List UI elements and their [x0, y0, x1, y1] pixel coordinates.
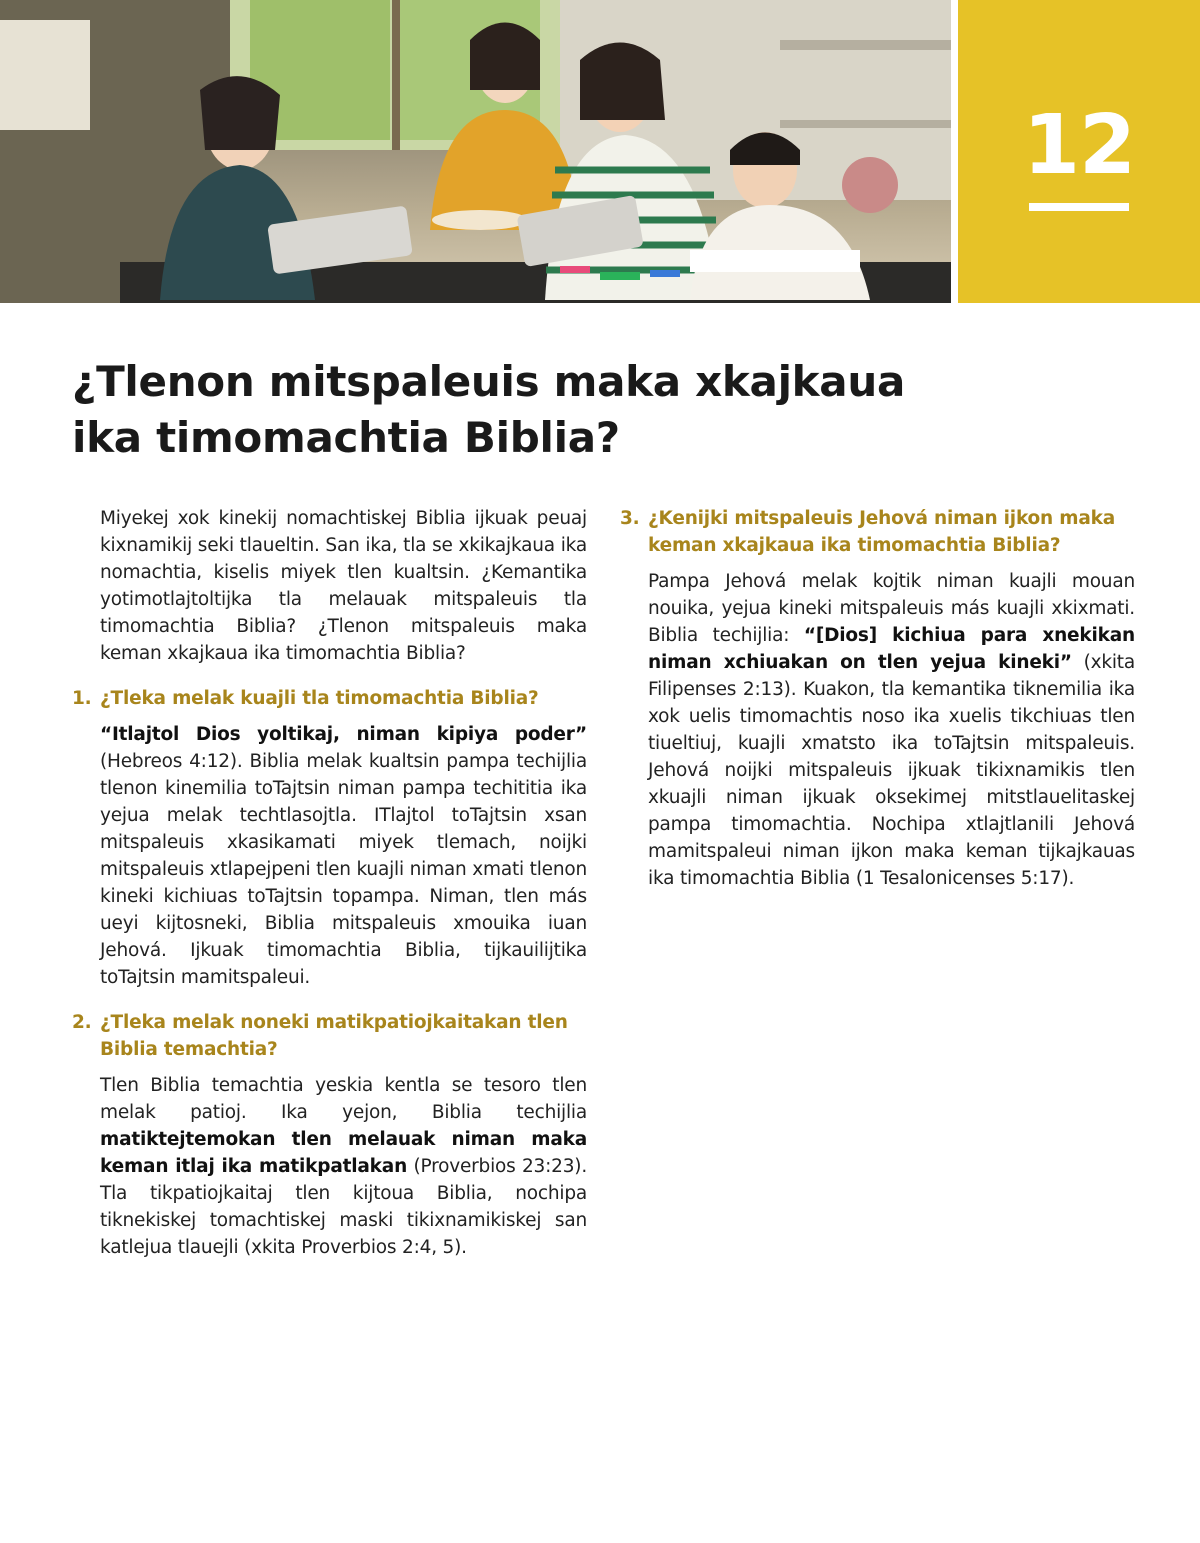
section-3-bold-quote: “[Dios] kichiua para xnekikan niman xchiuakan on tlen yejua kineki”	[648, 625, 1135, 673]
section-3-number: 3.	[620, 508, 640, 529]
section-3-question: ¿Kenijki mitspaleuis Jehová niman ijkon maka keman xkajkaua ika timomachtia Biblia?	[648, 508, 1116, 556]
section-2-heading	[72, 1009, 587, 1063]
page-title-line-1: ¿Tlenon mitspaleuis maka xkajkaua	[72, 357, 905, 406]
section-2-number: 2.	[72, 1012, 92, 1033]
intro-paragraph: Miyekej xok kinekij nomachtiskej Biblia ijkuak peuaj kixnamikij seki tlaueltin. San ika, tla se xkikajkaua ika nomachtia, kiselis miyek tlen kualtsin. ¿Kemantika yotimotlajtoltijka tla melauak mitspaleuis tla timomachtia Biblia? ¿Tlenon mitspaleuis maka keman xkajkaua ika timomachtia Biblia?	[100, 508, 587, 664]
section-3-heading	[620, 505, 1135, 559]
lesson-number-box	[958, 0, 1200, 303]
section-1-heading	[72, 685, 587, 712]
right-column	[620, 505, 1135, 892]
section-2-text-1: Tlen Biblia temachtia yeskia kentla se tesoro tlen melak patioj. Ika yejon, Biblia techijlia	[100, 1075, 587, 1123]
hero-photo	[0, 0, 951, 303]
family-study-illustration	[0, 0, 951, 303]
section-1-question: ¿Tleka melak kuajli tla timomachtia Biblia?	[100, 688, 539, 709]
page-title	[72, 354, 1072, 466]
section-1-text: (Hebreos 4:12). Biblia melak kualtsin pampa techijlia tlenon kinemilia toTajtsin niman pampa techititia ika yejua melak techtlasojtla. ITlajtol toTajtsin xsan mitspaleuis xkasikamati miyek tlemach, noijki mitspaleuis xtlapejpeni tlen kuajli niman xmati tlenon kineki kichiuas toTajtsin topampa. Niman, tlen más ueyi kijtosneki, Biblia mitspaleuis xmouika iuan Jehová. Ijkuak timomachtia Biblia, tijkauilijtika toTajtsin mamitspaleui.	[100, 751, 587, 988]
section-3-body	[620, 568, 1135, 892]
lesson-number-underline	[1029, 203, 1129, 211]
section-2-body-start	[72, 1072, 587, 1261]
section-3-text-1: Pampa Jehová melak kojtik niman kuajli mouan nouika, yejua kineki mitspaleuis más kuajli xkixmati. Biblia techijlia:	[648, 571, 1135, 646]
section-2-bold-text: matiktejtemokan tlen melauak niman maka keman itlaj ika matikpatlakan	[100, 1129, 587, 1177]
page-title-line-2: ika timomachtia Biblia?	[72, 413, 620, 462]
lesson-number: 12	[1022, 98, 1136, 193]
left-column	[72, 505, 587, 1261]
section-1-body	[72, 721, 587, 991]
section-2-question: ¿Tleka melak noneki matikpatiojkaitakan tlen Biblia temachtia?	[100, 1012, 568, 1060]
section-1-bold-quote: “Itlajtol Dios yoltikaj, niman kipiya poder”	[100, 724, 587, 745]
section-3-text-2: (xkita Filipenses 2:13). Kuakon, tla kemantika tiknemilia ika xok uelis timomachtis noso ika xuelis tikchiuas tlen tiueltiuj, kuajli xmatsto ika toTajtsin mitspaleuis. Jehová noijki mitspaleuis ijkuak tikixnamikis tlen xkuajli niman ijkuak oksekimej mitstlauelitaskej pampa timomachtia. Nochipa xtlajtlanili Jehová mamitspaleui niman ijkon maka keman tijkajkauas ika timomachtia Biblia (1 Tesalonicenses 5:17).	[648, 652, 1135, 889]
section-1-number: 1.	[72, 688, 92, 709]
section-2-text-2: (Proverbios 23:23). Tla tikpatiojkaitaj tlen kijtoua Biblia, nochipa tiknekiskej tomachtiskej maski tikixnamikiskej san katlejua tlauejli (xkita Proverbios 2:4, 5).	[100, 1156, 587, 1258]
